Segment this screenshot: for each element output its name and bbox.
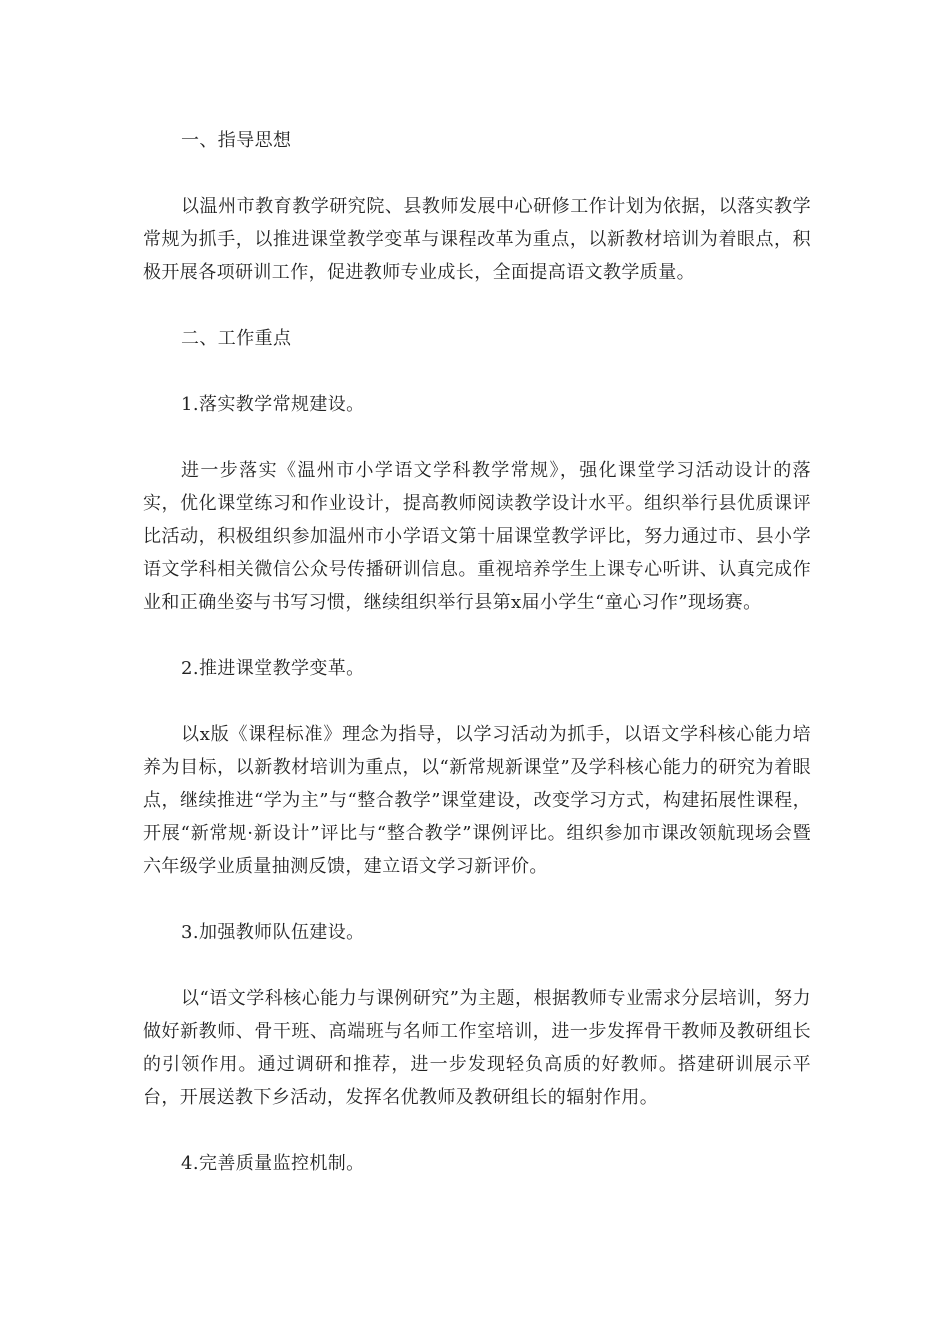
item-body-teacher-team: 以“语文学科核心能力与课例研究”为主题，根据教师专业需求分层培训，努力做好新教师、骨干班、高端班与名师工作室培训，进一步发挥骨干教师及教研组长的引领作用。通过调研和推荐，进一步发现轻负高质的好教师。搭建研训展示平台，开展送教下乡活动，发挥名优教师及教研组长的辐射作用。 [143, 988, 811, 1108]
item-title-teaching-routine: 1.落实教学常规建设。 [181, 394, 365, 415]
item-body-classroom-reform: 以x版《课程标准》理念为指导，以学习活动为抓手，以语文学科核心能力培养为目标，以新教材培训为重点，以“新常规新课堂”及学科核心能力的研究为着眼点，继续推进“学为主”与“整合教学”课堂建设，改变学习方式，构建拓展性课程，开展“新常规·新设计”评比与“整合教学”课例评比。组织参加市课改领航现场会暨六年级学业质量抽测反馈，建立语文学习新评价。 [143, 724, 811, 877]
section-heading-guiding-ideology: 一、指导思想 [181, 130, 292, 151]
paragraph-guiding-ideology: 以温州市教育教学研究院、县教师发展中心研修工作计划为依据，以落实教学常规为抓手，以推进课堂教学变革与课程改革为重点，以新教材培训为着眼点，积极开展各项研训工作，促进教师专业成长，全面提高语文教学质量。 [143, 196, 811, 283]
section-heading-work-focus: 二、工作重点 [181, 328, 292, 349]
item-title-quality-monitoring: 4.完善质量监控机制。 [181, 1153, 365, 1174]
item-title-classroom-reform: 2.推进课堂教学变革。 [181, 658, 365, 679]
document-body [143, 124, 811, 1213]
item-title-teacher-team: 3.加强教师队伍建设。 [181, 922, 365, 943]
item-body-teaching-routine: 进一步落实《温州市小学语文学科教学常规》，强化课堂学习活动设计的落实，优化课堂练习和作业设计，提高教师阅读教学设计水平。组织举行县优质课评比活动，积极组织参加温州市小学语文第十届课堂教学评比，努力通过市、县小学语文学科相关微信公众号传播研训信息。重视培养学生上课专心听讲、认真完成作业和正确坐姿与书写习惯，继续组织举行县第x届小学生“童心习作”现场赛。 [143, 460, 811, 613]
